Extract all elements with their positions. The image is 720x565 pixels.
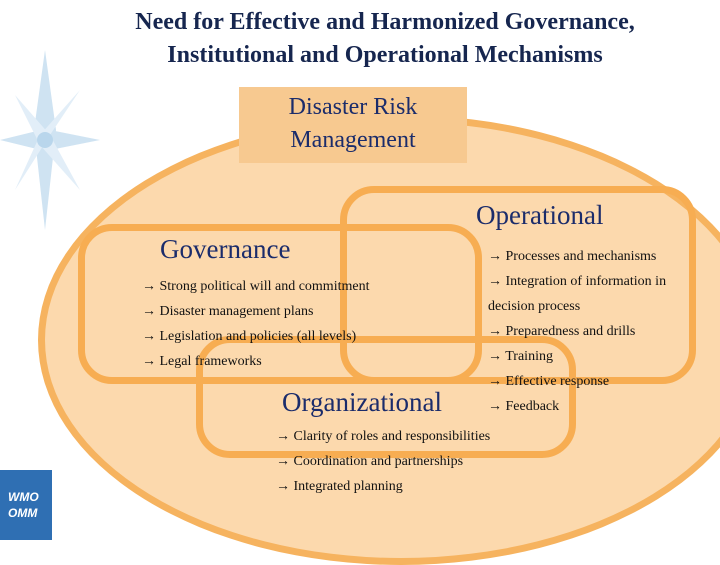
list-item: → Preparedness and drills [488,324,636,339]
list-item: decision process [488,299,581,314]
operational-heading: Operational [476,200,604,230]
organizational-list [276,424,490,499]
arrow-right-icon: → [488,399,502,414]
list-item: → Coordination and partnerships [276,454,464,469]
arrow-right-icon: → [142,329,156,344]
governance-heading: Governance [160,234,291,264]
arrow-right-icon: → [276,429,290,444]
arrow-right-icon: → [488,349,502,364]
page-title-line2: Institutional and Operational Mechanisms [167,42,603,68]
operational-list [488,244,666,419]
organizational-heading: Organizational [282,387,442,417]
list-item: → Disaster management plans [142,304,314,319]
list-item: → Processes and mechanisms [488,249,657,264]
arrow-right-icon: → [276,479,290,494]
arrow-right-icon: → [488,324,502,339]
list-item: → Training [488,349,553,364]
list-item: → Legal frameworks [142,354,262,369]
arrow-right-icon: → [488,274,502,289]
arrow-right-icon: → [142,304,156,319]
drm-core-line1: Disaster Risk [288,94,418,120]
list-item: → Effective response [488,374,610,389]
arrow-right-icon: → [142,354,156,369]
drm-core-line2: Management [290,127,416,153]
list-item: → Integration of information in [488,274,667,289]
drm-core-label [239,91,467,157]
page-title [0,6,720,72]
wmo-logo-line2: OMM [8,506,38,520]
page-title-line1: Need for Effective and Harmonized Governance, [135,9,635,35]
governance-list [142,274,369,374]
list-item: → Legislation and policies (all levels) [142,329,357,344]
list-item: → Clarity of roles and responsibilities [276,429,491,444]
list-item: → Strong political will and commitment [142,279,370,294]
list-item: → Integrated planning [276,479,403,494]
arrow-right-icon: → [488,249,502,264]
arrow-right-icon: → [142,279,156,294]
wmo-logo [0,470,52,540]
list-item: → Feedback [488,399,560,414]
arrow-right-icon: → [276,454,290,469]
arrow-right-icon: → [488,374,502,389]
wmo-logo-line1: WMO [8,490,39,504]
